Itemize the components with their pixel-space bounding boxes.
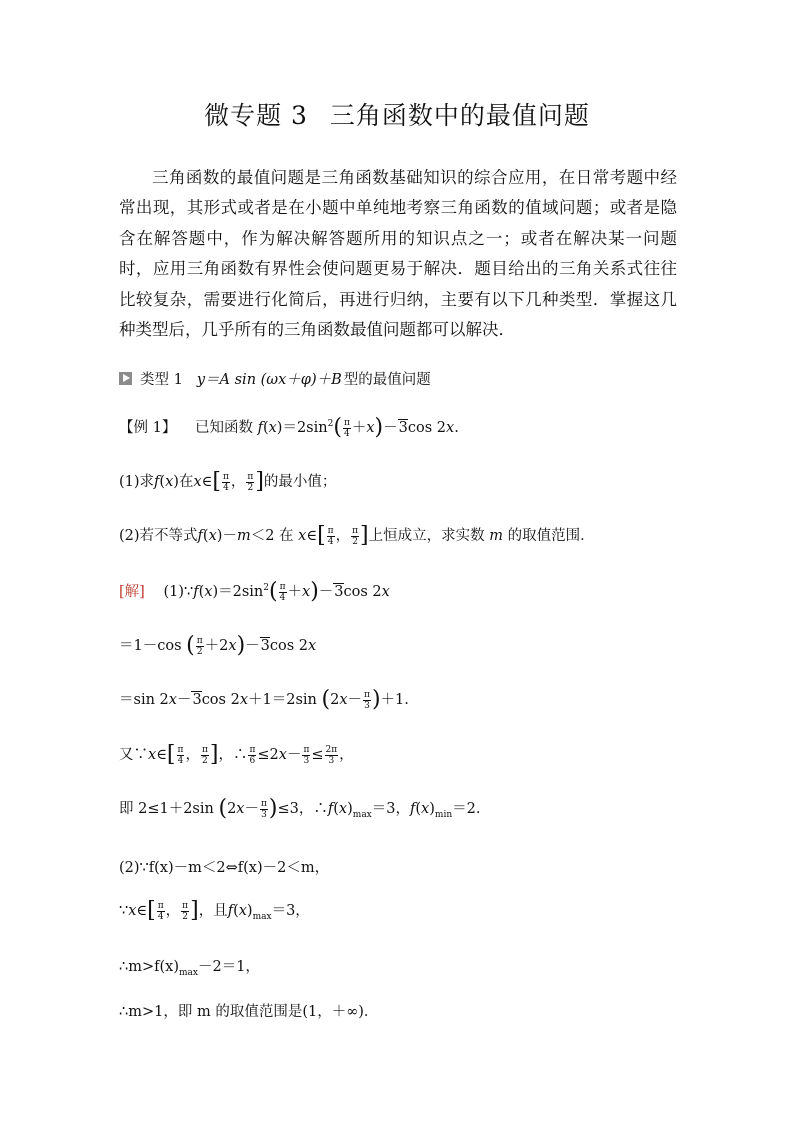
q2-end: 的取值范围．: [507, 528, 595, 544]
solution-line-9: ∴m>1，即 m 的取值范围是(1，＋∞)．: [119, 1004, 379, 1020]
example-label: 【例 1】: [119, 420, 177, 436]
question-2: (2)若不等式f(x)－m＜2 在 x∈[ $\frac{\pi}{4}$ ， $\frac{\pi}{2}$ ]上恒成立，求实数 m 的取值范围．: [119, 523, 595, 548]
solution-line-3: ＝sin 2x－3cos 2x＋1＝2sin (2x－ $\frac{\pi}{3}$ )＋1.: [119, 687, 409, 712]
example-text: 已知函数: [194, 420, 253, 436]
title-text: 三角函数中的最值问题: [329, 101, 590, 130]
solution-line-8: $\therefore m>f(x)_{max}-2=1$，: [119, 959, 260, 978]
formula-function: f: [257, 420, 263, 436]
solution-line-4: 又∵x∈[ $\frac{\pi}{4}$ ， $\frac{\pi}{2}$ ]，∴ $\frac{\pi}{6}$ ≤2x－ $\frac{\pi}{3}$ ≤ $\frac{2\pi}{3}$ ，: [119, 742, 354, 767]
section-suffix: 型的最值问题: [343, 372, 431, 388]
solution-label: [解]: [119, 584, 145, 600]
solution-line-6: (2)∵f(x)－m＜2⇔f(x)－2＜m，: [119, 860, 330, 876]
play-triangle-icon: [119, 372, 132, 385]
solution-line-1: [解] $(1)\because f(x)=2\sin^2$( $\frac{\pi}{4}$ ＋x)－3cos 2x: [119, 579, 390, 604]
section-formula: y＝A sin (ωx＋φ)＋B: [196, 372, 342, 388]
title-label: 微专题 3: [204, 101, 308, 130]
example-statement: 【例 1】 已知函数 $f(x)=2\sin^2$( $\frac{\pi}{4}$ ＋x)－3cos 2x.: [119, 415, 459, 440]
q2-suffix: 上恒成立，求实数: [368, 528, 485, 544]
q2-prefix: (2)若不等式: [119, 528, 198, 544]
question-1: (1)求f(x)在x∈[ $\frac{\pi}{4}$ ， $\frac{\pi}{2}$ ]的最小值；: [119, 469, 337, 494]
solution-line-2: ＝1－cos ( $\frac{\pi}{2}$ ＋2x)－3cos 2x: [119, 633, 317, 658]
q1-prefix: (1)求: [119, 474, 155, 490]
q2-mid: 在: [279, 528, 294, 544]
intro-paragraph: 三角函数的最值问题是三角函数基础知识的综合应用，在日常考题中经常出现，其形式或者是在小题中单纯地考察三角函数的值域问题；或者是隐含在解答题中，作为解决解答题所用的知识点之一；或者在解决某一问题时，应用三角函数有界性会使问题更易于解决．题目给出的三角关系式往往比较复杂，需要进行化简后，再进行归纳，主要有以下几种类型．掌握这几种类型后，几乎所有的三角函数最值问题都可以解决．: [119, 168, 677, 340]
section-heading: [119, 368, 431, 389]
q1-suffix: 的最小值；: [263, 474, 337, 490]
solution-line-5: 即 2≤1＋2sin (2x－ $\frac{\pi}{3}$ )≤3，$\therefore f(x)_{max}=3$，$f(x)_{min}=2$.: [119, 796, 481, 821]
page-title: [0, 96, 794, 132]
solution-line-7: ∵x∈[ $\frac{\pi}{4}$ ， $\frac{\pi}{2}$ ]，且$f(x)_{max}=3$，: [119, 898, 310, 923]
q1-mid: 在: [178, 474, 194, 490]
section-label: 类型 1: [140, 372, 183, 388]
